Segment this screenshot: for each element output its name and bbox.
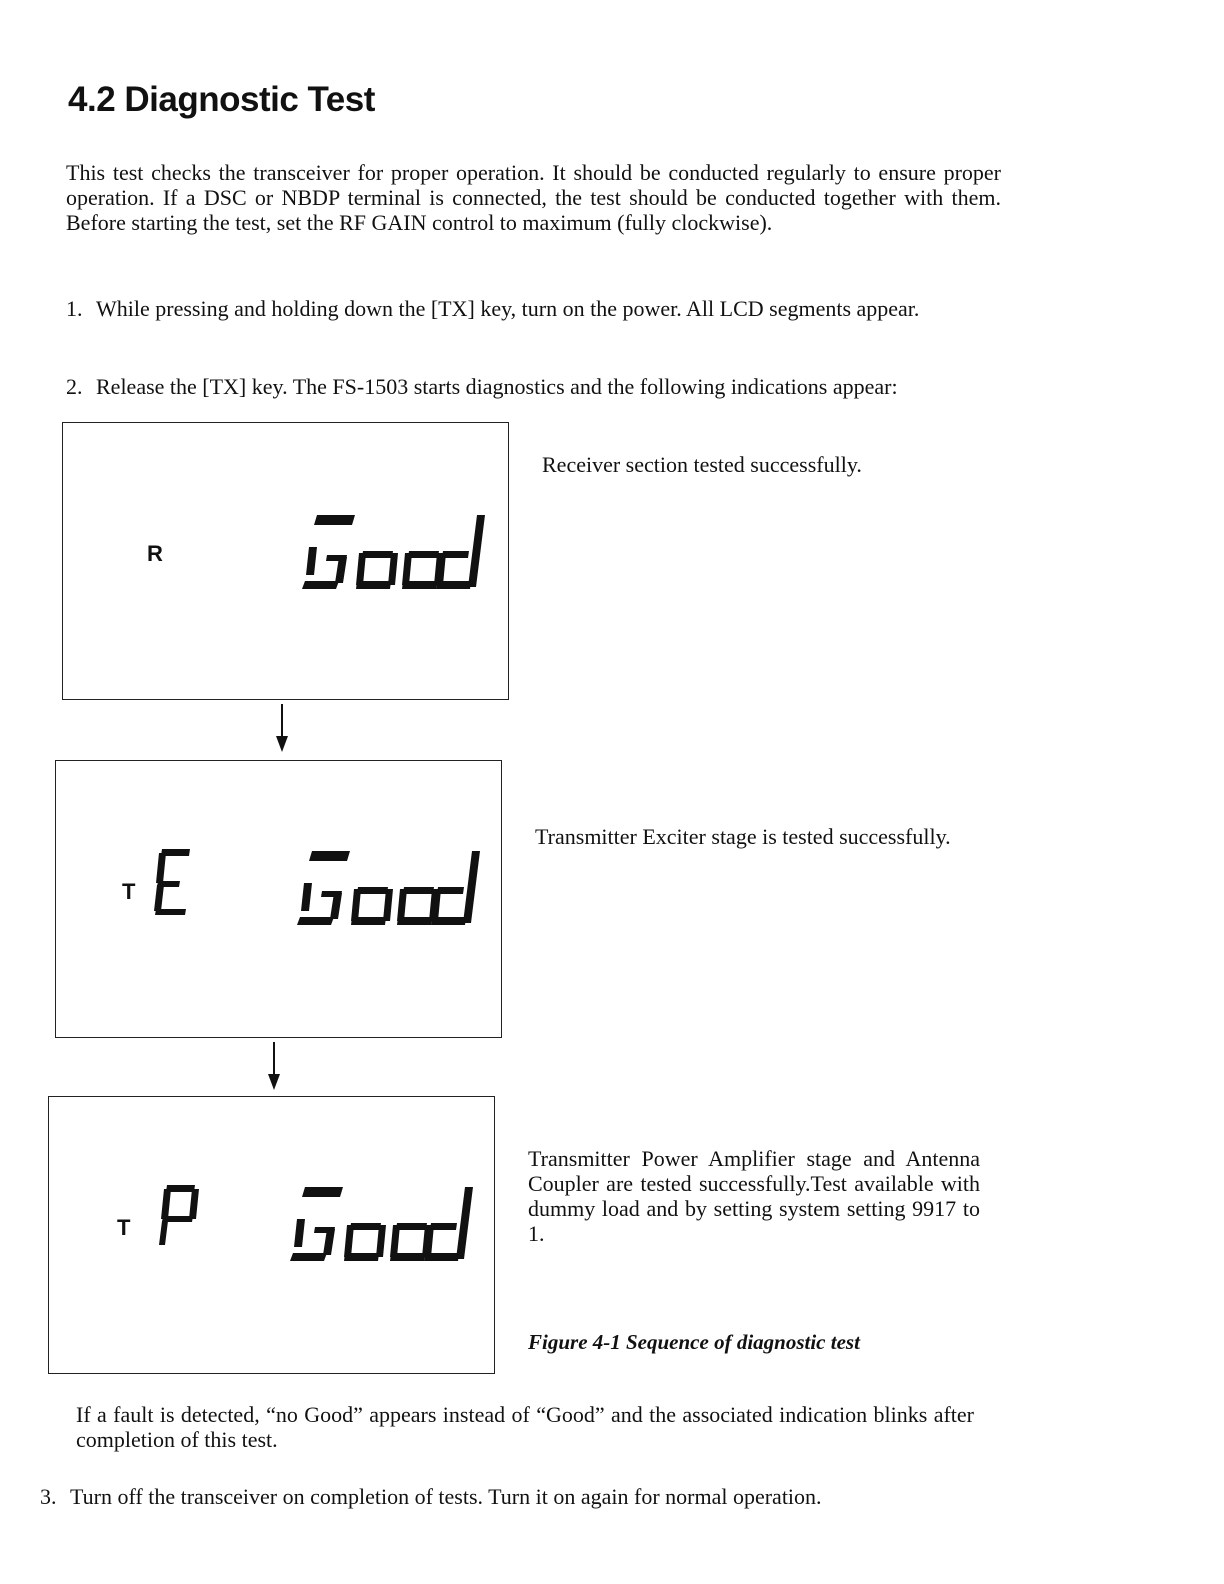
lcd-display-power-amplifier [48, 1096, 495, 1374]
step-1-text: While pressing and holding down the [TX] key, turn on the power. All LCD segments appear. [96, 296, 920, 321]
step-2-number: 2. [66, 374, 83, 399]
step-2-text: Release the [TX] key. The FS-1503 starts diagnostics and the following indications appear: [96, 374, 898, 399]
desc-receiver: Receiver section tested successfully. [542, 452, 862, 477]
lcd-display-exciter [55, 760, 502, 1038]
lcd-symbol-e [154, 849, 196, 919]
section-heading: 4.2 Diagnostic Test [68, 80, 375, 119]
lcd-label-t: T [117, 1215, 131, 1240]
lcd-symbol-p [159, 1185, 205, 1251]
fault-note: If a fault is detected, “no Good” appears instead of “Good” and the associated indication blinks after completion of this test. [76, 1402, 974, 1452]
lcd-reading-good [301, 511, 491, 593]
lcd-label-t: T [122, 879, 136, 904]
step-1 [66, 296, 991, 348]
desc-power-amplifier: Transmitter Power Amplifier stage and Antenna Coupler are tested successfully.Test available with dummy load and by setting system setting 9917 to 1. [528, 1146, 980, 1246]
step-3-number: 3. [40, 1484, 57, 1509]
lcd-label-r: R [147, 541, 163, 566]
figure-caption: Figure 4-1 Sequence of diagnostic test [528, 1330, 860, 1354]
intro-paragraph: This test checks the transceiver for proper operation. It should be conducted regularly to ensure proper operation. If a DSC or NBDP terminal is connected, the test should be conducted together with them. Before starting the test, set the RF GAIN control to maximum (fully clockwise). [66, 160, 1001, 235]
step-1-number: 1. [66, 296, 83, 321]
lcd-reading-good [289, 1183, 479, 1265]
step-2 [66, 374, 991, 402]
down-arrow-icon [264, 1042, 284, 1092]
step-3-text: Turn off the transceiver on completion of tests. Turn it on again for normal operation. [70, 1484, 822, 1509]
desc-exciter: Transmitter Exciter stage is tested successfully. [535, 824, 951, 849]
down-arrow-icon [272, 704, 292, 754]
step-3 [40, 1484, 965, 1512]
lcd-reading-good [296, 847, 486, 929]
lcd-display-receiver [62, 422, 509, 700]
